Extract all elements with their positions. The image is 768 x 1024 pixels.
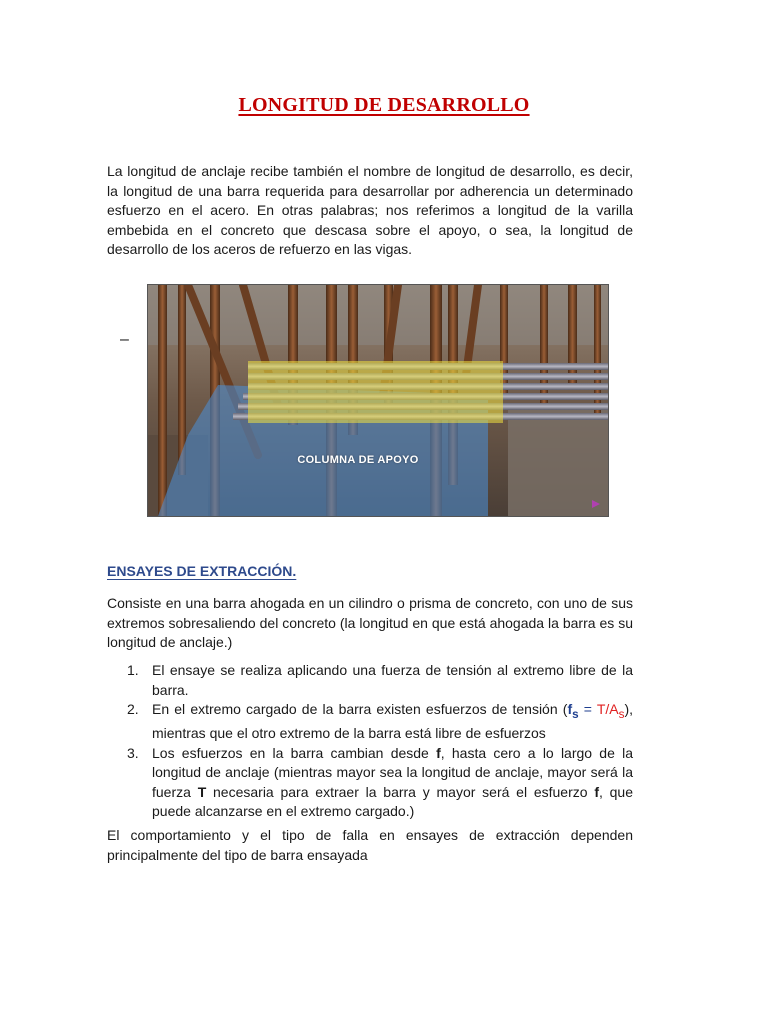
list-item-number: 3. [127,744,139,761]
list-item-number: 2. [127,701,139,717]
intro-paragraph: La longitud de anclaje recibe también el nombre de longitud de desarrollo, es decir, la longitud de una barra requerida para desarrollar por adherencia un determinado esfuerzo en el acero. En otras palabras; nos referimos a longitud de la varilla embebida en el concreto que descasa sobre el apoyo, o sea, la longitud de desarrollo de los aceros de refuerzo en las vigas. [107,163,633,257]
stress-formula [596,701,625,721]
bold-f: f [436,744,441,761]
list-item-text: En el extremo cargado de la barra existen esfuerzos de tensión ( [152,701,568,717]
numbered-list [107,661,633,822]
stress-symbol [567,701,579,721]
page-title-text: LONGITUD DE DESARROLLO [238,94,530,116]
bold-f: f [594,783,599,800]
section-paragraph: Consiste en una barra ahogada en un cilindro o prisma de concreto, con uno de sus extremos sobresaliendo del concreto (la longitud en que está ahogada la barra es su longitud de anclaje.) [107,595,633,650]
stress-formula-subscript: s [618,707,625,721]
list-item-text: El ensaye se realiza aplicando una fuerza de tensión al extremo libre de la barra. [152,662,633,698]
list-item-text-continued: necesaria para extraer la barra y mayor será el esfuerzo [206,783,595,800]
list-item-text-continued: , hasta cero a lo largo de la longitud de anclaje (mientras mayor sea la longitud de anclaje, mayor será la fuerza [152,744,633,800]
stress-symbol-letter: f [567,701,573,717]
page-title [0,94,768,117]
equals-sign: = [578,701,597,717]
list-item-text-continued: ), mientras que el otro extremo de la barra está libre de esfuerzos [152,701,634,742]
photo-illustration [148,285,608,516]
dash-marker: – [120,331,129,348]
list-item-text-continued: , que puede alcanzarse en el extremo cargado.) [152,783,634,820]
stress-symbol-subscript: s [572,707,579,721]
list-item [107,744,633,822]
closing-paragraph: El comportamiento y el tipo de falla en ensayes de extracción dependen principalmente del tipo de barra ensayada [107,827,633,863]
list-item [107,700,633,744]
rebar-anchorage-photo [147,284,609,517]
list-item [107,661,633,700]
bold-t: T [197,783,207,800]
list-item-number: 1. [127,662,139,678]
photo-caption: COLUMNA DE APOYO [297,454,419,466]
section-heading: ENSAYES DE EXTRACCIÓN. [107,563,297,579]
stress-formula-text: T/A [596,701,619,717]
list-item-text: Los esfuerzos en la barra cambian desde [152,744,437,761]
